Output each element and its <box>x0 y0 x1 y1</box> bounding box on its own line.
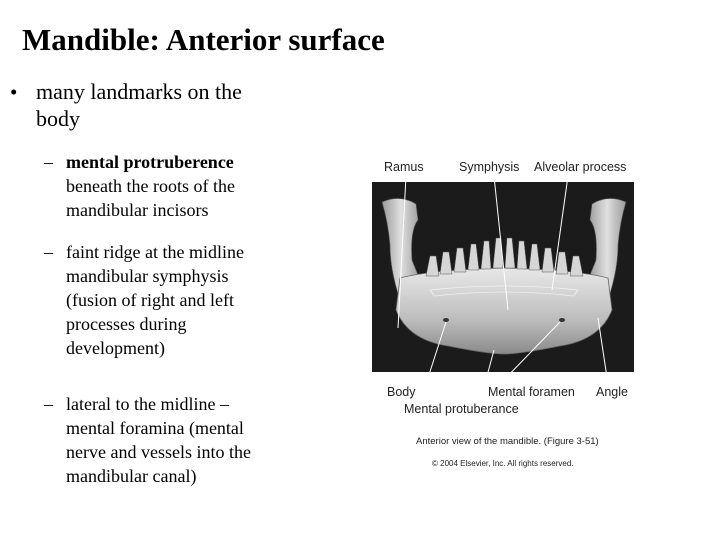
label-mental-protuberance: Mental protuberance <box>404 402 519 416</box>
mandible-body <box>396 268 612 354</box>
slide-text-area <box>0 74 292 534</box>
mandible-figure <box>360 150 650 470</box>
dash-marker: – <box>44 152 53 172</box>
sub-item-bold-term: mental protruberence <box>66 152 234 172</box>
mental-foramen-left <box>443 318 449 322</box>
label-angle: Angle <box>596 385 628 399</box>
bullet-marker: • <box>10 80 18 104</box>
figure-caption: Anterior view of the mandible. (Figure 3-51) <box>416 436 599 447</box>
label-symphysis: Symphysis <box>459 160 520 174</box>
sub-item-text: lateral to the midline – mental foramina (mental nerve and vessels into the mandibular canal) <box>66 394 251 486</box>
slide-title: Mandible: Anterior surface <box>22 22 385 57</box>
label-ramus: Ramus <box>384 160 424 174</box>
label-alveolar-process: Alveolar process <box>534 160 627 174</box>
figure-copyright: © 2004 Elsevier, Inc. All rights reserved. <box>432 459 574 468</box>
label-body: Body <box>387 385 416 399</box>
sub-item-body <box>66 150 292 222</box>
bullet-text: many landmarks on the body <box>36 79 242 131</box>
mandible-illustration <box>360 150 650 470</box>
sub-item-text: beneath the roots of the mandibular incisors <box>66 176 235 220</box>
mental-foramen-right <box>559 318 565 322</box>
dash-marker: – <box>44 394 53 414</box>
sub-item-text: faint ridge at the midline mandibular symphysis (fusion of right and left processes during development) <box>66 242 244 358</box>
label-mental-foramen: Mental foramen <box>488 385 575 399</box>
dash-marker: – <box>44 242 53 262</box>
